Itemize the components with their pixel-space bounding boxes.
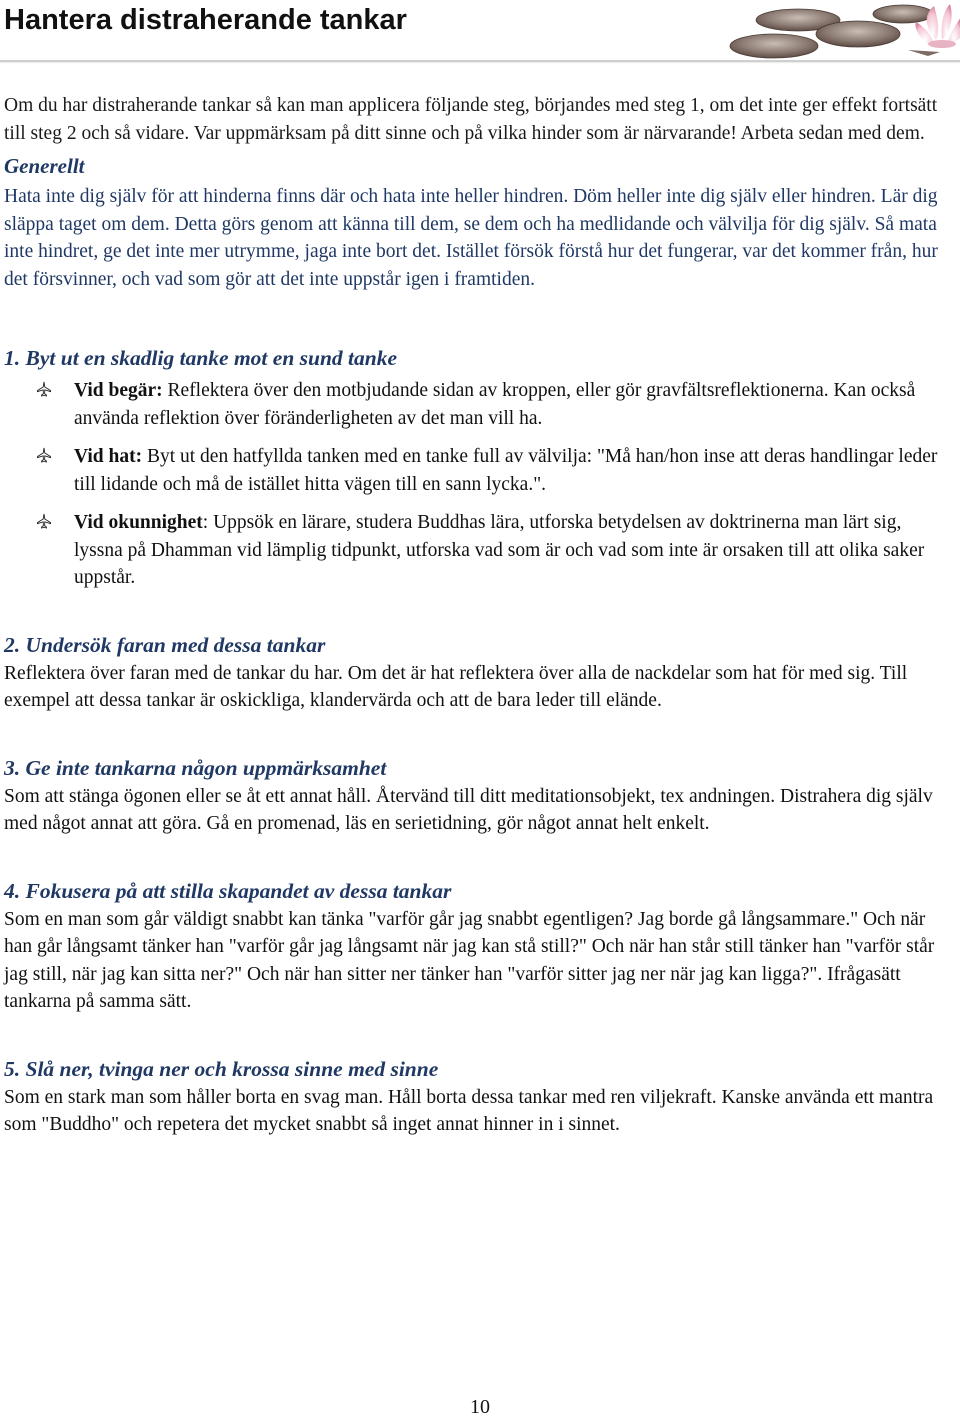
step3-paragraph: Som att stänga ögonen eller se åt ett annat håll. Återvänd till ditt meditationsobjekt, tex andningen. Distrahera dig själv med något annat att göra. Gå en promenad, läs en serietidning, gör något annat helt enkelt. [4, 785, 933, 834]
lotus-lily-pads-image [728, 0, 960, 60]
page-title: Hantera distraherande tankar [4, 4, 407, 36]
step3-section [4, 753, 954, 838]
step5-paragraph: Som en stark man som håller borta en svag man. Håll borta dessa tankar med ren viljekraft. Kanske använda ett mantra som "Buddho" och repetera det mycket snabbt så inget annat hinner in i sinnet. [4, 1086, 934, 1135]
intro-paragraph: Om du har distraherande tankar så kan man applicera följande steg, börjandes med steg 1, om det inte ger effekt fortsätt till steg 2 och så vidare. Var uppmärksam på ditt sinne och på vilka hinder som är närvarande! Arbeta sedan med dem. [4, 95, 938, 144]
step4-section [4, 876, 954, 1016]
step2-paragraph: Reflektera över faran med de tankar du har. Om det är hat reflektera över alla de nackdelar som hat för med sig. Till exempel att dessa tankar är oskickliga, klandervärda och att de bara leder till elände. [4, 662, 908, 711]
bullet-label: Vid begär: [74, 380, 163, 401]
step5-heading: 5. Slå ner, tvinga ner och krossa sinne med sinne [4, 1056, 439, 1081]
bullet-label: Vid okunnighet [74, 512, 203, 533]
page-header [0, 0, 960, 62]
list-item [4, 443, 954, 498]
page-number: 10 [470, 1396, 490, 1418]
step3-heading: 3. Ge inte tankarna någon uppmärksamhet [4, 755, 387, 780]
list-item [4, 377, 954, 432]
step4-paragraph: Som en man som går väldigt snabbt kan tänka "varför går jag snabbt egentligen? Jag borde gå långsammare." Och när han går långsamt tänker han "varför går jag långsamt när jag kan stå still?" Och när han står still tänker han "varför står jag still, när jag kan sitta ner?" Och när han sitter ner tänker han "varför sitter jag ner när jag kan ligga?". Ifrågasätt tankarna på samma sätt. [4, 908, 935, 1012]
bullet-text: Reflektera över den motbjudande sidan av kroppen, eller gör gravfältsreflektionerna. Kan också använda reflektion över föränderligheten av det man vill ha. [74, 380, 916, 429]
list-item [4, 509, 954, 592]
step4-heading: 4. Fokusera på att stilla skapandet av dessa tankar [4, 878, 452, 903]
airplane-icon [36, 447, 52, 463]
step5-section [4, 1054, 954, 1139]
step1-bullet-list [4, 377, 954, 592]
bullet-label: Vid hat: [74, 446, 143, 467]
airplane-icon [36, 513, 52, 529]
step2-heading: 2. Undersök faran med dessa tankar [4, 632, 326, 657]
bullet-text: Byt ut den hatfyllda tanken med en tanke full av välvilja: "Må han/hon inse att deras handlingar leder till lidande och må de istället hitta vägen till en sann lycka.". [74, 446, 938, 495]
step1-heading: 1. Byt ut en skadlig tanke mot en sund tanke [4, 346, 398, 370]
document-body [4, 92, 954, 1139]
header-divider [0, 60, 960, 62]
general-paragraph: Hata inte dig själv för att hinderna finns där och hata inte heller hindren. Döm heller inte dig själv eller hindren. Lär dig släppa taget om dem. Detta görs genom att känna till dem, se dem och ha medlidande och välvilja för dig själv. Så mata inte hindret, ge det inte mer utrymme, jaga inte bort det. Istället försök förstå hur det fungerar, var det kommer från, hur det försvinner, och vad som gör att det inte uppstår igen i framtiden. [4, 186, 938, 290]
general-heading: Generellt [4, 154, 85, 178]
step2-section [4, 630, 954, 715]
bullet-text: : Uppsök en lärare, studera Buddhas lära, utforska betydelsen av doktrinerna man lärt sig, lyssna på Dhamman vid lämplig tidpunkt, utforska vad som är och vad som inte är orsaken till att olika saker uppstår. [74, 512, 925, 588]
airplane-icon [36, 381, 52, 397]
